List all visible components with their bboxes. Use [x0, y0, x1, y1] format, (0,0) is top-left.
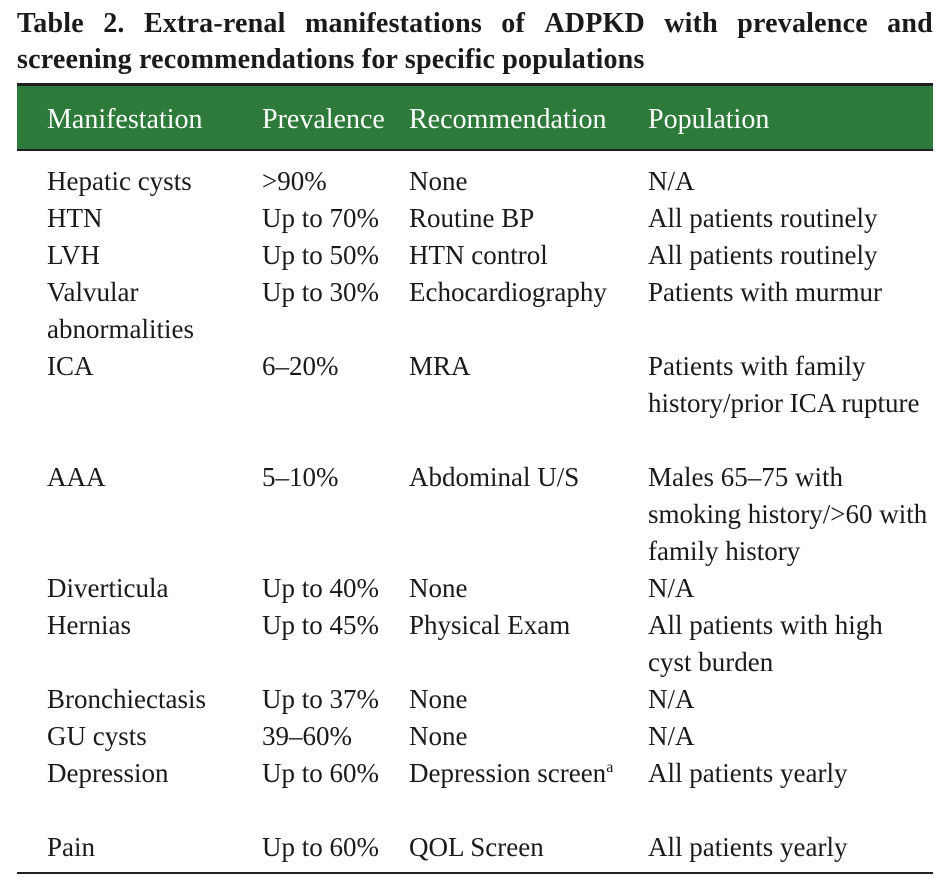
cell-manifestation: LVH: [47, 240, 101, 270]
cell-recommendation: Routine BP: [409, 203, 535, 233]
cell-manifestation: AAA: [47, 462, 106, 492]
cell-population: N/A: [648, 573, 695, 603]
cell-prevalence: >90%: [262, 166, 327, 196]
table-row: [17, 570, 933, 607]
table-row: [17, 274, 933, 348]
cell-population: All patients routinely: [648, 203, 878, 233]
cell-population: All patients yearly: [648, 758, 848, 788]
table-row: [17, 681, 933, 718]
cell-prevalence: Up to 37%: [262, 684, 379, 714]
table-body: [17, 151, 933, 872]
cell-manifestation: GU cysts: [47, 721, 147, 751]
cell-population: All patients yearly: [648, 832, 848, 862]
cell-prevalence: Up to 60%: [262, 758, 379, 788]
cell-recommendation: None: [409, 573, 468, 603]
header-population: Population: [648, 104, 770, 135]
caption-word: Table: [17, 8, 84, 39]
cell-population: All patients routinely: [648, 240, 878, 270]
cell-population: N/A: [648, 684, 695, 714]
table-row: [17, 459, 933, 570]
cell-recommendation: Physical Exam: [409, 610, 571, 640]
cell-recommendation: HTN control: [409, 240, 548, 270]
table-row: [17, 829, 933, 866]
header-manifestation: Manifestation: [47, 104, 203, 135]
cell-prevalence: Up to 40%: [262, 573, 379, 603]
caption-word: and: [887, 8, 933, 39]
caption-line-1: [17, 6, 933, 42]
cell-manifestation: Hepatic cysts: [47, 166, 192, 196]
cell-prevalence: Up to 60%: [262, 832, 379, 862]
table-caption: [17, 6, 933, 78]
caption-word: prevalence: [737, 8, 868, 39]
cell-recommendation: QOL Screen: [409, 832, 544, 862]
cell-population: Patients with murmur: [648, 277, 882, 307]
caption-word: manifestations: [304, 8, 482, 39]
cell-recommendation: None: [409, 166, 468, 196]
cell-prevalence: 5–10%: [262, 462, 339, 492]
table-row: [17, 163, 933, 200]
manifestations-table: [17, 83, 933, 874]
table-row: [17, 718, 933, 755]
cell-population: Males 65–75 with smoking history/>60 with family history: [648, 462, 928, 566]
caption-word: of: [501, 8, 526, 39]
cell-prevalence: Up to 30%: [262, 277, 379, 307]
cell-recommendation: MRA: [409, 351, 471, 381]
caption-word: ADPKD: [544, 8, 645, 39]
table-row: [17, 237, 933, 274]
cell-prevalence: Up to 50%: [262, 240, 379, 270]
cell-prevalence: Up to 70%: [262, 203, 379, 233]
caption-word: 2.: [103, 8, 125, 39]
caption-word: Extra-renal: [143, 8, 286, 39]
table-row: [17, 200, 933, 237]
cell-manifestation: Pain: [47, 832, 96, 862]
cell-recommendation: Echocardiography: [409, 277, 607, 307]
cell-recommendation: Abdominal U/S: [409, 462, 580, 492]
cell-manifestation: Depression: [47, 758, 169, 788]
cell-prevalence: 6–20%: [262, 351, 339, 381]
cell-recommendation: Depression screen$^a$: [409, 758, 614, 788]
table-row: [17, 348, 933, 459]
cell-manifestation: Valvular abnormalities: [47, 277, 194, 344]
cell-population: N/A: [648, 721, 695, 751]
cell-recommendation: None: [409, 684, 468, 714]
cell-manifestation: Diverticula: [47, 573, 169, 603]
cell-population: Patients with family history/prior ICA rupture: [648, 351, 920, 418]
cell-manifestation: Hernias: [47, 610, 131, 640]
cell-recommendation: None: [409, 721, 468, 751]
table-row: [17, 607, 933, 681]
footnote-marker: a: [606, 759, 614, 776]
cell-manifestation: HTN: [47, 203, 103, 233]
header-prevalence: Prevalence: [262, 104, 385, 135]
cell-prevalence: 39–60%: [262, 721, 352, 751]
cell-population: N/A: [648, 166, 695, 196]
cell-prevalence: Up to 45%: [262, 610, 379, 640]
caption-line-2: screening recommendations for specific populations: [17, 44, 645, 75]
cell-population: All patients with high cyst burden: [648, 610, 883, 677]
table-header-row: [17, 83, 933, 151]
cell-manifestation: ICA: [47, 351, 94, 381]
caption-word: with: [664, 8, 718, 39]
table-row: [17, 755, 933, 829]
header-recommendation: Recommendation: [409, 104, 607, 135]
cell-manifestation: Bronchiectasis: [47, 684, 206, 714]
